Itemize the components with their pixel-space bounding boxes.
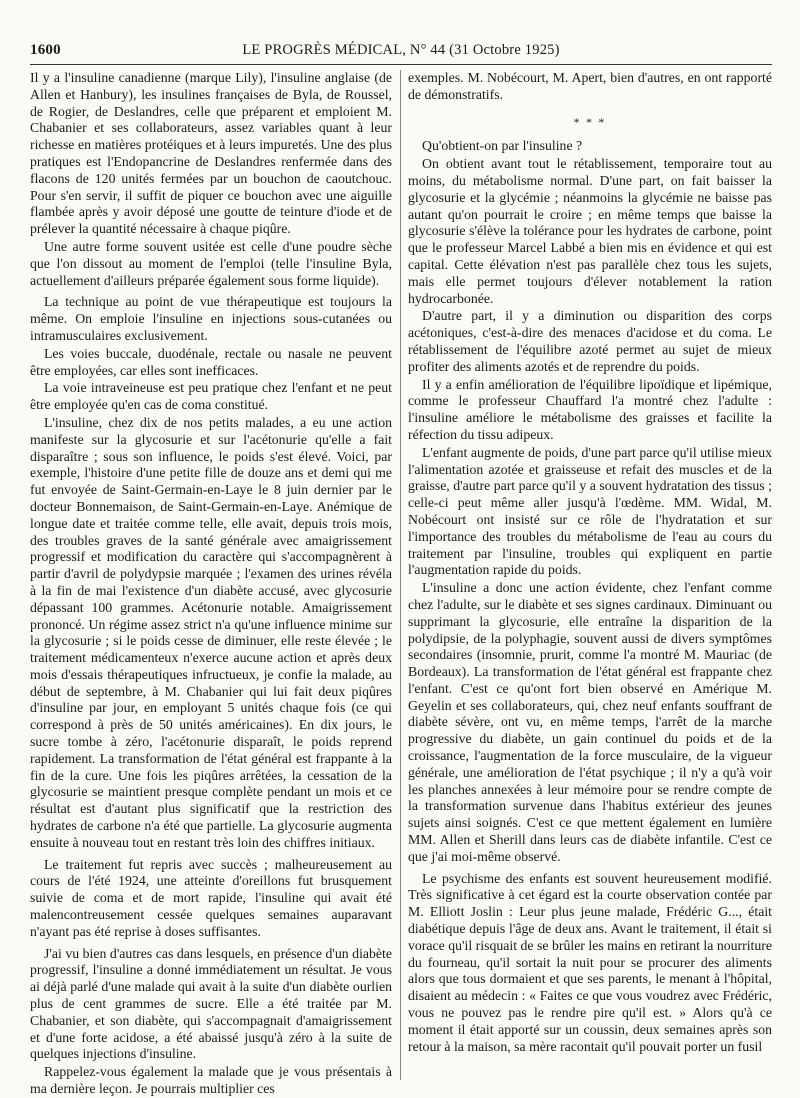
section-asterism: * * * xyxy=(573,114,607,129)
page-number: 1600 xyxy=(30,42,61,58)
running-title: LE PROGRÈS MÉDICAL, N° 44 (31 Octobre 1925) xyxy=(242,42,560,58)
paragraph: L'insuline, chez dix de nos petits malades, a eu une action manifeste sur la glycosurie et sur l'acétonurie qu'elle a fait disparaître ; sous son influence, le poids s'est élevé. Voici, par exemple, l'histoire d'une petite fille de douze ans et demi qui me fut envoyée de Saint-Germain-en-Laye le 8 juin dernier par le docteur Bonnemaison, de Saint-Germain-en-Laye. Anémique de longue date et traitée comme telle, elle avait, depuis trois mois, des troubles graves de la santé générale avec amaigrissement progressif et modification du caractère qui s'accompagnèrent à partir d'avril de polydypsie marquée ; l'examen des urines révéla à la fin de mai l'existence d'un diabète accusé, avec glycosurie dépassant 100 grammes. Acétonurie notable. Amaigrissement prononcé. Un régime assez strict n'a qu'une influence minime sur la glycosurie ; si le poids cesse de diminuer, elle reste élevée ; le traitement médicamenteux n'exerce aucune action et après deux mois d'essais thérapeutiques infructueux, je confie la malade, au début de septembre, à M. Chabanier qui lui fait deux piqûres d'insuline par jour, en employant 5 unités chaque fois (ce qui correspond à près de 50 unités américaines). En dix jours, le sucre tombe à zéro, l'acétonurie disparaît, le poids reprend rapidement. La transformation de l'état général est frappante à la fin de la cure. Une fois les piqûres arrêtées, la cessation de la glycosurie se maintient presque complète pendant un mois et ce résultat est d'autant plus significatif que la restriction des hydrates de carbone n'a été que partielle. La glycosurie augmenta ensuite à nouveau tout en restant très loin des chiffres initiaux. xyxy=(30,414,392,850)
paragraph: Il y a enfin amélioration de l'équilibre lipoïdique et lipémique, comme le professeur Chauffard l'a montré chez l'adulte : l'insuline améliore le métabolisme des graisses et facilite la réfection du tissu adipeux. xyxy=(408,376,772,442)
paragraph: D'autre part, il y a diminution ou disparition des corps acétoniques, c'est-à-dire des menaces d'acidose et du coma. Le rétablissement de l'équilibre azoté permet au sujet de mieux profiter des aliments azotés et de reprendre du poids. xyxy=(408,308,772,374)
paragraph: Une autre forme souvent usitée est celle d'une poudre sèche que l'on dissout au moment de l'emploi (telle l'insuline Byla, actuellement d'ailleurs préparée également sous forme liquide). xyxy=(30,238,392,288)
paragraph: Le traitement fut repris avec succès ; malheureusement au cours de l'été 1924, une atteinte d'oreillons fut brusquement suivie de coma et de mort rapide, l'insuline qui avait été malencontreusement cessée quelques semaines auparavant n'ayant pas été reprise à doses suffisantes. xyxy=(30,856,392,939)
paragraph: L'enfant augmente de poids, d'une part parce qu'il utilise mieux l'alimentation azotée et graisseuse et refait des muscles et de la graisse, d'autre part parce qu'il y a souvent hydratation des tissus ; celle-ci peut même aller jusqu'à l'œdème. MM. Widal, M. Nobécourt ont insisté sur ce rôle de l'hydratation et sur l'importance des troubles du métabolisme de l'eau au cours du traitement par l'insuline, troubles qui expliquent en partie l'augmentation rapide du poids. xyxy=(408,444,772,578)
paragraph: On obtient avant tout le rétablissement, temporaire tout au moins, du métabolisme normal. D'une part, on fait baisser la glycosurie et la glycémie ; néanmoins la glycémie ne baisse pas autant qu'on pourrait le croire ; en même temps que baisse la glycosurie s'élève la tolérance pour les hydrates de carbone, point que le professeur Marcel Labbé a bien mis en évidence et qui est capital. Cette élévation n'est pas parallèle chez tous les sujets, mais elle permet toujours d'élever notablement la ration hydrocarbonée. xyxy=(408,156,772,306)
paragraph: L'insuline a donc une action évidente, chez l'enfant comme chez l'adulte, sur le diabète et ses signes cardinaux. Diminuant ou supprimant la glycosurie, elle entraîne la disparition de la polydipsie, de la polyphagie, souvent aussi de divers symptômes secondaires (insomnie, prurit, comme l'a montré M. Mauriac (de Bordeaux). La transformation de l'état général est frappante chez l'enfant. C'est ce qu'ont fort bien observé en Amérique M. Geyelin et ses collaborateurs, qui, chez neuf enfants souffrant de diabète sévère, ont vu, en même temps, l'arrêt de la marche progressive du diabète, un gain continuel du poids et de la croissance, l'augmentation de la force musculaire, de la vigueur générale, une amélioration de l'état psychique ; il n'y a qu'à voir les planches annexées à leur mémoire pour se rendre compte de la transformation survenue dans l'habitus extérieur des jeunes sujets ainsi soignés. C'est ce que mettent également en lumière MM. Allen et Sherill dans leurs cas de diabète infantile. C'est ce que j'ai moi-même observé. xyxy=(408,580,772,864)
right-column xyxy=(408,70,772,1082)
left-column xyxy=(30,70,392,1097)
paragraph: Rappelez-vous également la malade que je vous présentais à ma dernière leçon. Je pourrais multiplier ces xyxy=(30,1064,392,1097)
section-question: Qu'obtient-on par l'insuline ? xyxy=(422,138,583,154)
paragraph: Les voies buccale, duodénale, rectale ou nasale ne peuvent être employées, car elles sont inefficaces. xyxy=(30,345,392,378)
paragraph: Le psychisme des enfants est souvent heureusement modifié. Très significative à cet égard est la courte observation contée par M. Elliott Joslin : Leur plus jeune malade, Frédéric G..., était diabétique depuis l'âge de deux ans. Avant le traitement, il était si vorace qu'il risquait de se brûler les mains en retirant la nourriture du fourneau, qu'il sortait la nuit pour se procurer des aliments alors que tous dormaient et que ses parents, le menant à l'hôpital, disaient au médecin : « Faites ce que vous voudrez avec Frédéric, vous ne pouvez pas le rendre pire qu'il est. » Alors qu'à ce moment il était apporté sur un coussin, deux semaines après son retour à la maison, sa mère racontait qu'il pouvait porter un fusil xyxy=(408,870,772,1054)
column-divider xyxy=(400,70,401,1080)
page-header xyxy=(30,40,772,62)
paragraph: La technique au point de vue thérapeutique est toujours la même. On emploie l'insuline en injections sous-cutanées ou intramusculaires exclusivement. xyxy=(30,294,392,343)
paragraph: La voie intraveineuse est peu pratique chez l'enfant et ne peut être employée qu'en cas de coma constitué. xyxy=(30,380,392,413)
header-rule xyxy=(30,64,772,65)
paragraph: J'ai vu bien d'autres cas dans lesquels, en présence d'un diabète progressif, l'insuline a donné immédiatement un résultat. Je vous ai déjà parlé d'une malade qui avait à la suite d'un diabète ourlien plus de cent grammes de sucre. Elle a été traitée par M. Chabanier, et son diabète, qui s'accompagnait d'amaigrissement et d'une forte acidose, a été abaissé jusqu'à zéro à la suite de quelques injections d'insuline. xyxy=(30,945,392,1062)
paragraph: exemples. M. Nobécourt, M. Apert, bien d'autres, en ont rapporté de démonstratifs. xyxy=(408,70,772,102)
paragraph: Il y a l'insuline canadienne (marque Lily), l'insuline anglaise (de Allen et Hanbury), les insulines françaises de Byla, de Roussel, de Rogier, de Deslandres, celle que préparent et emploient M. Chabanier et ses collaborateurs, assez variables quant à leur richesse en matières protéiques et à leurs impuretés. Une des plus pratiques est l'Endopancrine de Deslandres renfermée dans des flacons de 120 unités fermées par un bouchon de caoutchouc. Pour s'en servir, il suffit de piquer ce bouchon avec une aiguille flambée après y avoir déposé une goutte de teinture d'iode et de prélever la quantité nécessaire à chaque piqûre. xyxy=(30,70,392,237)
